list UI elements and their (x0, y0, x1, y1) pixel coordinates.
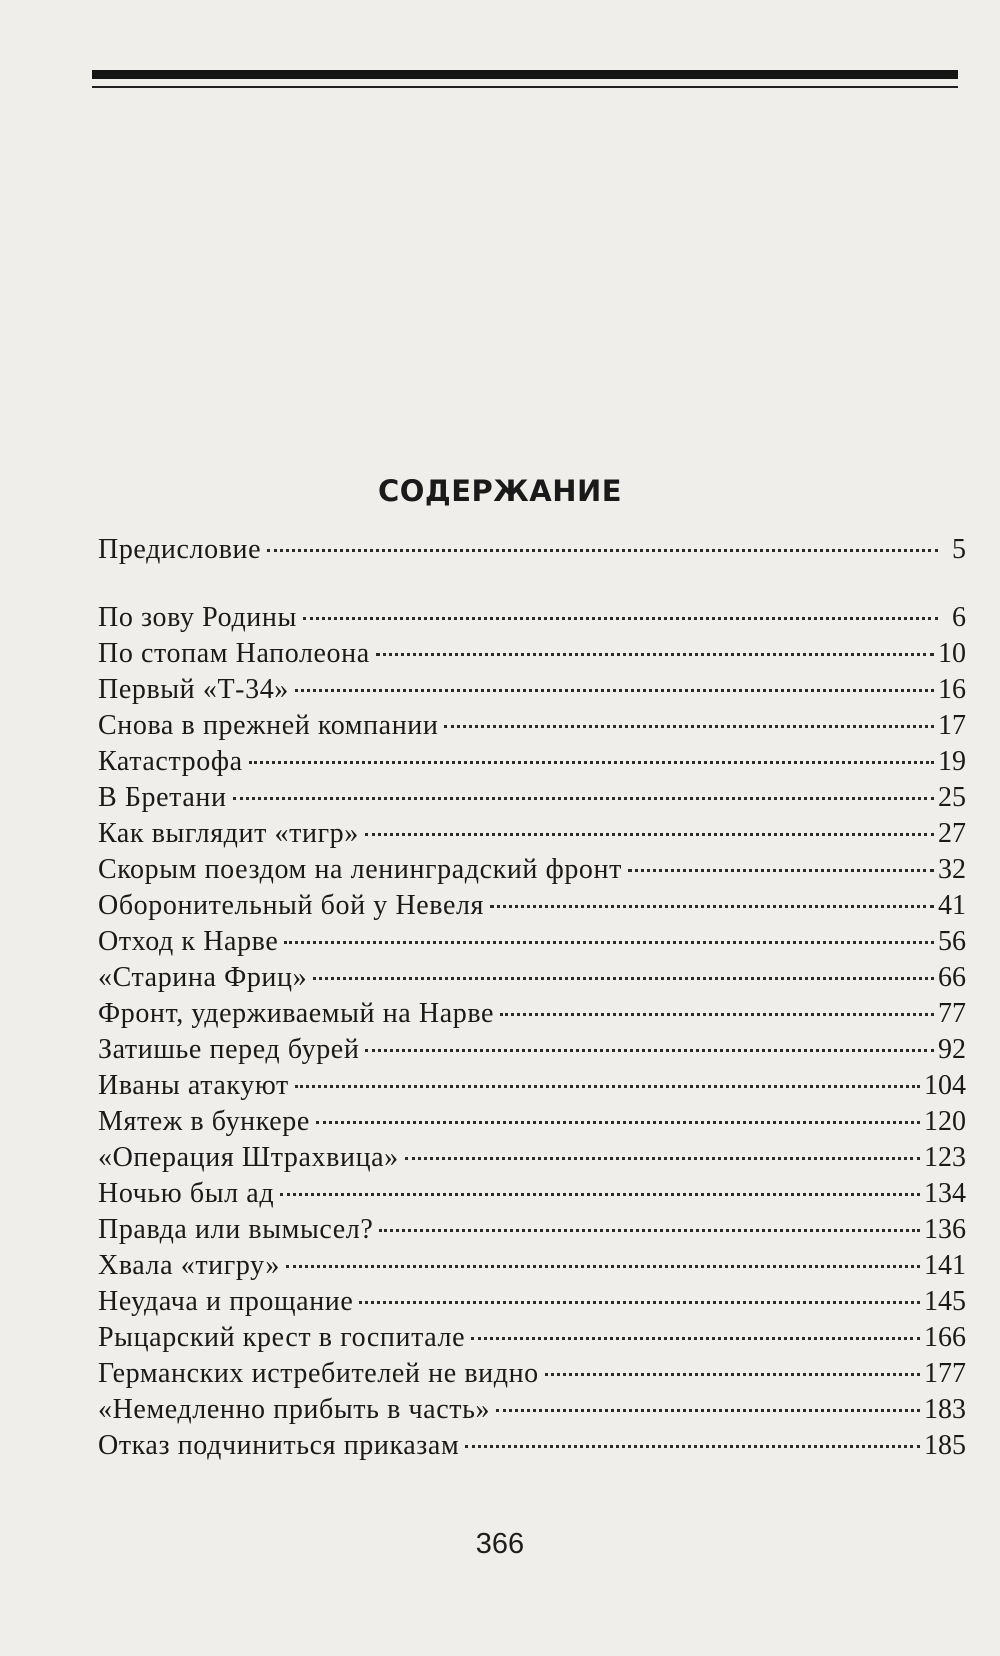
toc-entry-page: 17 (938, 710, 966, 741)
toc-entry-title: «Операция Штрахвица» (98, 1142, 399, 1173)
toc-entry (98, 672, 966, 708)
toc-entry-title: «Немедленно прибыть в часть» (98, 1394, 491, 1425)
toc-entry (98, 1032, 966, 1068)
toc-entry (98, 960, 966, 996)
dot-leader (249, 761, 934, 764)
dot-leader (500, 1013, 934, 1016)
toc-entry-page: 120 (924, 1106, 966, 1137)
toc-entry-page: 177 (924, 1358, 966, 1389)
dot-leader (444, 725, 934, 728)
toc-entry (98, 816, 966, 852)
toc-entry-title: Затишье перед бурей (98, 1034, 360, 1065)
toc-entry (98, 924, 966, 960)
toc-entry (98, 636, 966, 672)
toc-entry-page: 123 (924, 1142, 966, 1173)
toc-entry-title: Ночью был ад (98, 1178, 275, 1209)
toc-entry-page: 185 (924, 1430, 966, 1461)
toc-entry-title: Катастрофа (98, 746, 243, 777)
toc-entry (98, 852, 966, 888)
dot-leader (303, 617, 938, 620)
toc-entry-page: 56 (938, 926, 966, 957)
dot-leader (295, 689, 934, 692)
toc-entry-page: 77 (938, 998, 966, 1029)
toc-entry-title: Отказ подчиниться приказам (98, 1430, 460, 1461)
toc-entry-page: 6 (952, 602, 966, 633)
toc-entry (98, 1176, 966, 1212)
toc-entry (98, 1248, 966, 1284)
toc-entry-title: Германских истребителей не видно (98, 1358, 539, 1389)
toc-entry-page: 41 (938, 890, 966, 921)
toc-entry-page: 136 (924, 1214, 966, 1245)
toc-entry-title: Снова в прежней компании (98, 710, 439, 741)
toc-entry-page: 134 (924, 1178, 966, 1209)
page-title: СОДЕРЖАНИЕ (377, 474, 623, 508)
dot-leader (313, 977, 934, 980)
toc-entry-title: Правда или вымысел? (98, 1214, 374, 1245)
dot-leader (284, 941, 934, 944)
dot-leader (496, 1409, 920, 1412)
dot-leader (379, 1229, 920, 1232)
dot-leader (267, 549, 938, 552)
toc-entry-page: 145 (924, 1286, 966, 1317)
toc-entry-title: По стопам Наполеона (98, 638, 370, 669)
toc-entry-page: 166 (924, 1322, 966, 1353)
toc-entry (98, 1068, 966, 1104)
toc-entry-page: 27 (938, 818, 966, 849)
toc-entry-title: Скорым поездом на ленинградский фронт (98, 854, 622, 885)
toc-entry-title: Отход к Нарве (98, 926, 279, 957)
toc-entry (98, 780, 966, 816)
toc-entry-page: 32 (938, 854, 966, 885)
toc-entry-title: Предисловие (98, 534, 262, 565)
dot-leader (376, 653, 934, 656)
toc-entry-title: В Бретани (98, 782, 227, 813)
toc-entry-title: Фронт, удерживаемый на Нарве (98, 998, 495, 1029)
dot-leader (280, 1193, 920, 1196)
page-number: 366 (475, 1528, 525, 1560)
dot-leader (365, 833, 934, 836)
toc-entry-title: Мятеж в бункере (98, 1106, 310, 1137)
dot-leader (471, 1337, 920, 1340)
toc-entry (98, 1320, 966, 1356)
toc-entry-title: «Старина Фриц» (98, 962, 308, 993)
toc-entry-page: 5 (952, 534, 966, 565)
toc-entry-title: Хвала «тигру» (98, 1250, 280, 1281)
header-rule-thin (92, 86, 958, 88)
toc-entry-page: 66 (938, 962, 966, 993)
toc-entry-page: 10 (938, 638, 966, 669)
toc-entry (98, 1284, 966, 1320)
toc-entry-title: По зову Родины (98, 602, 297, 633)
toc-entry (98, 532, 966, 568)
toc-entry-page: 25 (938, 782, 966, 813)
toc-entry (98, 1104, 966, 1140)
dot-leader (365, 1049, 934, 1052)
toc-entry (98, 1212, 966, 1248)
toc-entry-page: 141 (924, 1250, 966, 1281)
dot-leader (233, 797, 934, 800)
header-rule-thick (92, 70, 958, 79)
dot-leader (295, 1085, 920, 1088)
dot-leader (316, 1121, 920, 1124)
toc-entry-page: 92 (938, 1034, 966, 1065)
toc-entry-page: 19 (938, 746, 966, 777)
toc-entry-title: Первый «Т-34» (98, 674, 289, 705)
dot-leader (628, 869, 934, 872)
toc-entry (98, 1392, 966, 1428)
dot-leader (286, 1265, 920, 1268)
toc-entry-title: Рыцарский крест в госпитале (98, 1322, 466, 1353)
dot-leader (490, 905, 934, 908)
toc-entry (98, 1140, 966, 1176)
dot-leader (359, 1301, 920, 1304)
dot-leader (545, 1373, 920, 1376)
toc-entry (98, 996, 966, 1032)
toc-entry (98, 1356, 966, 1392)
dot-leader (405, 1157, 920, 1160)
toc-entry-title: Оборонительный бой у Невеля (98, 890, 485, 921)
toc-entry-page: 16 (938, 674, 966, 705)
dot-leader (465, 1445, 920, 1448)
toc-entry-page: 104 (924, 1070, 966, 1101)
toc-entry-page: 183 (924, 1394, 966, 1425)
toc-entry (98, 600, 966, 636)
toc-entry (98, 744, 966, 780)
toc-entry (98, 888, 966, 924)
toc-entry (98, 708, 966, 744)
toc-entry-title: Неудача и прощание (98, 1286, 354, 1317)
toc-entry (98, 1428, 966, 1464)
toc-entry-title: Иваны атакуют (98, 1070, 289, 1101)
toc-entry-title: Как выглядит «тигр» (98, 818, 359, 849)
